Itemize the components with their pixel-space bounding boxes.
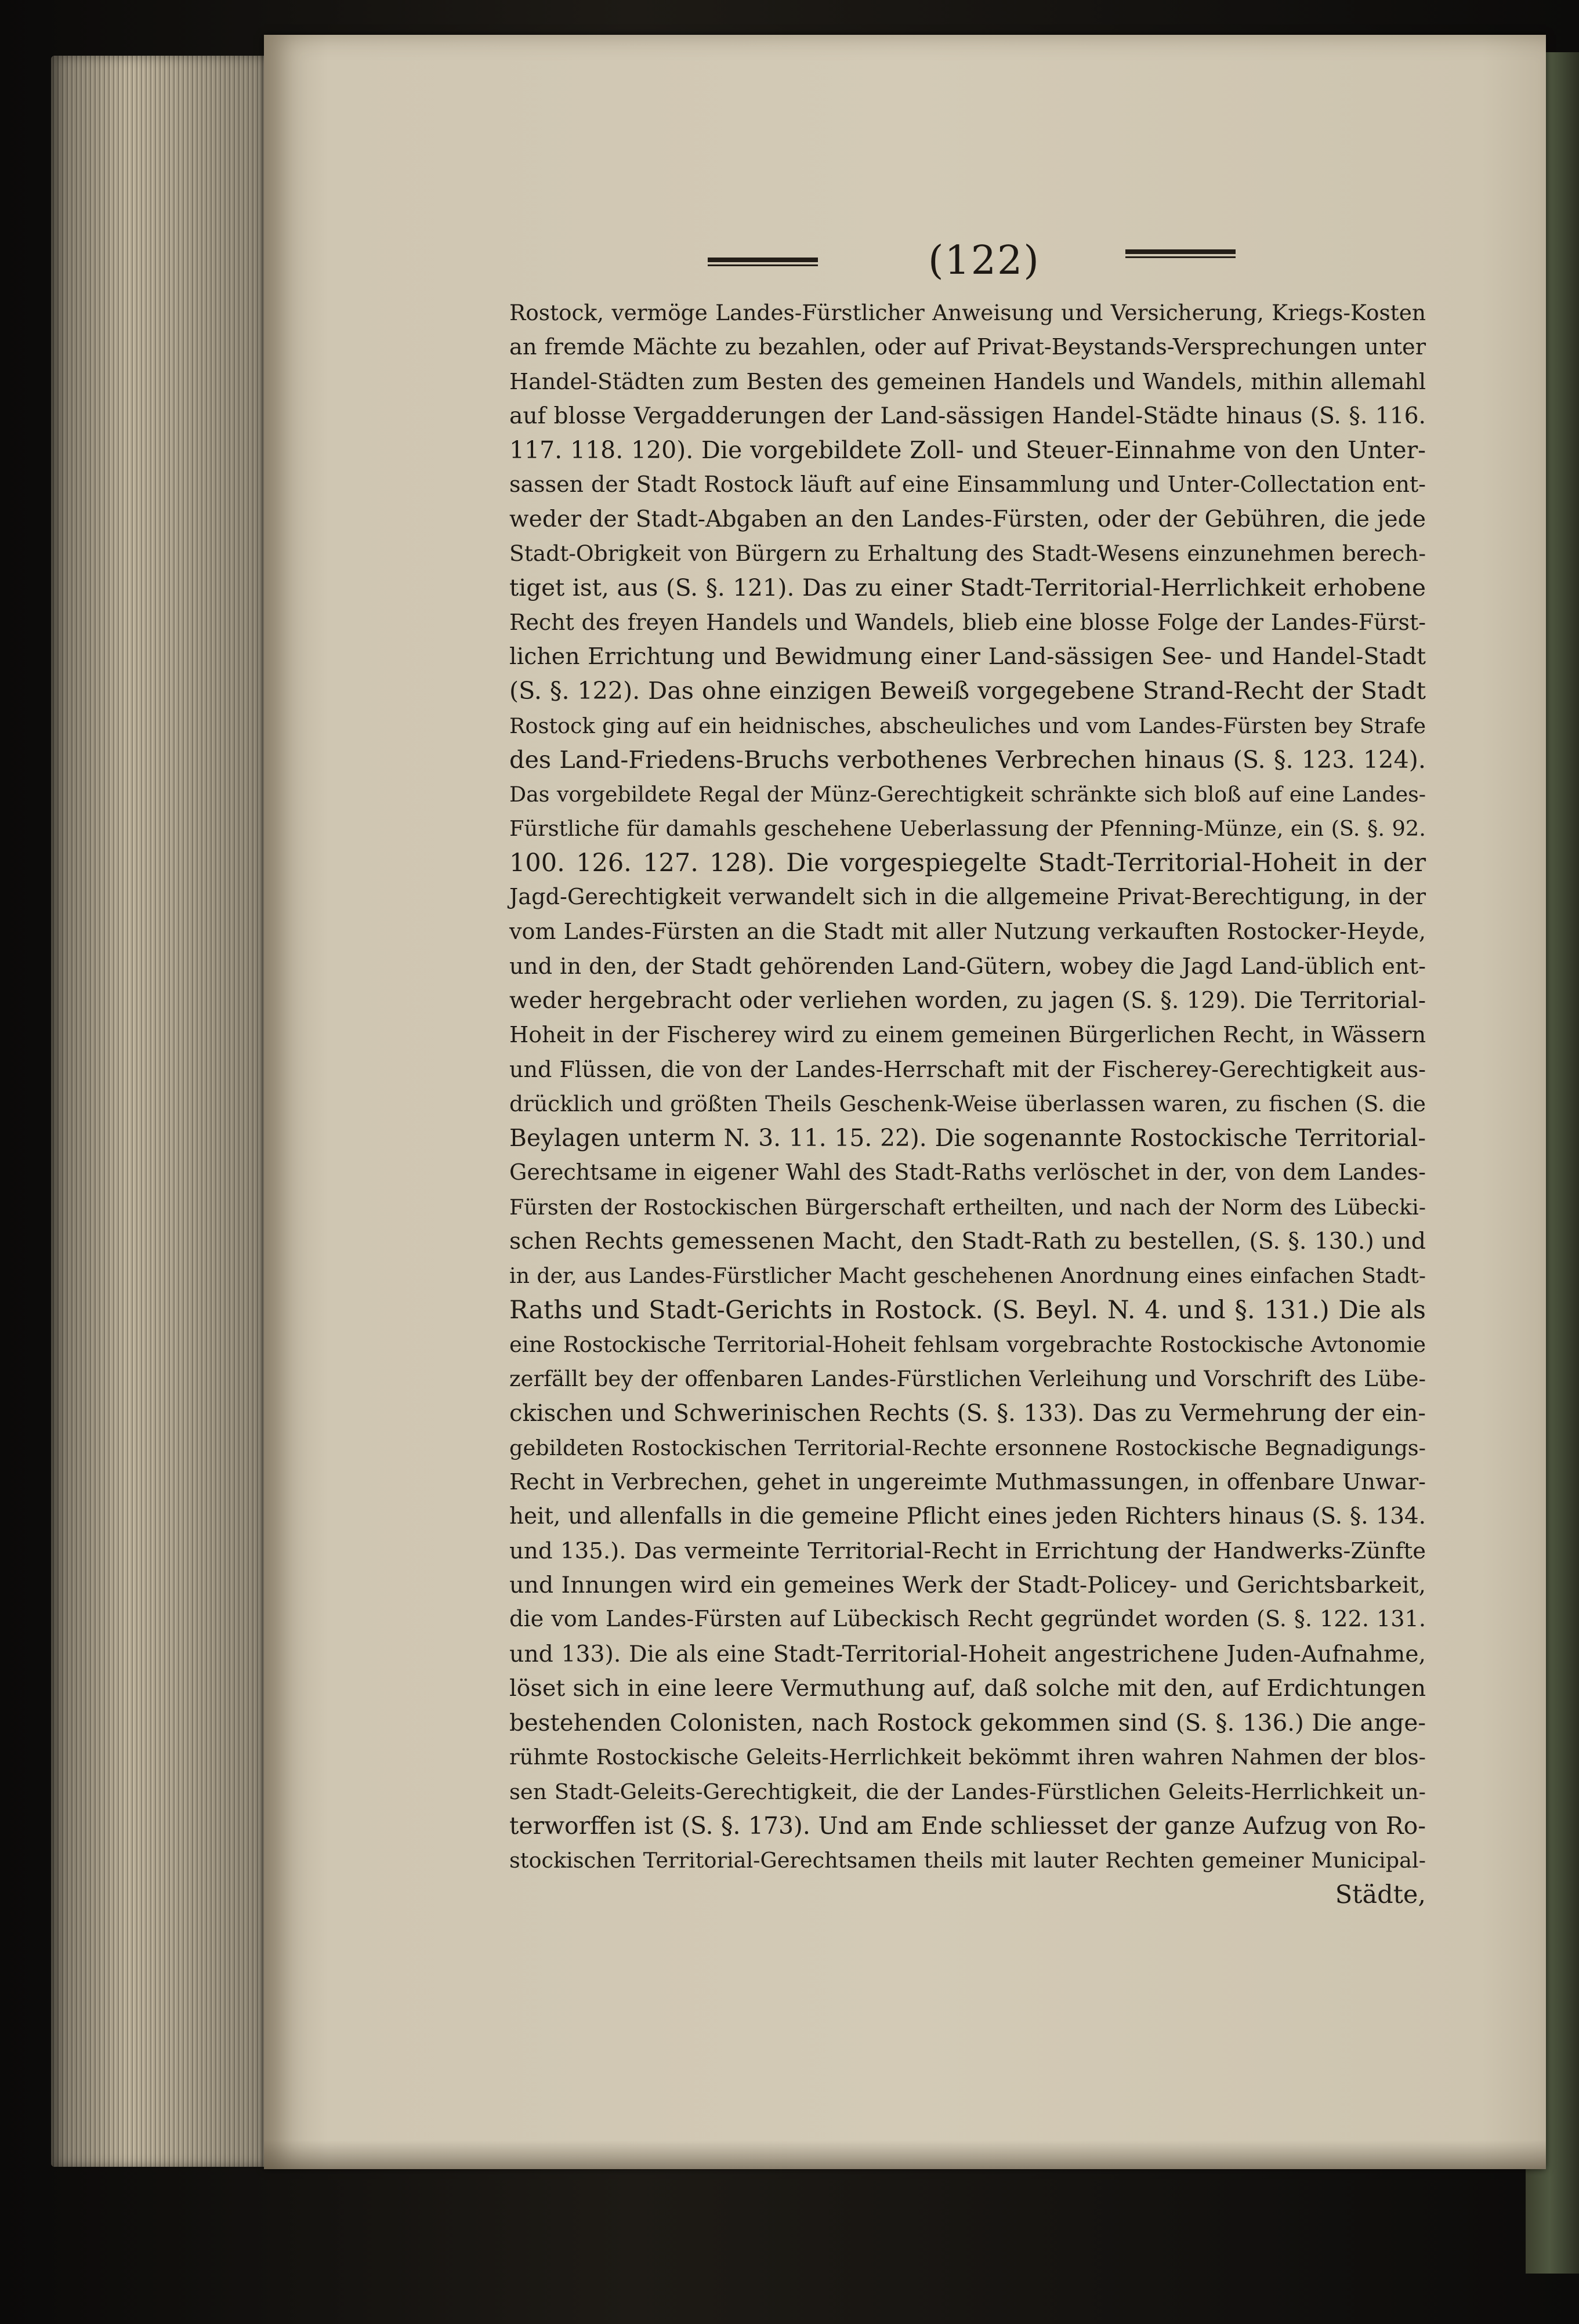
text-line: Handel-Städten zum Besten des gemeinen Handels und Wandels, mithin allemahl (509, 368, 1426, 394)
text-line: schen Rechts gemessenen Macht, den Stadt-Rath zu bestellen, (S. §. 130.) und (509, 1228, 1426, 1255)
page-edges-shadow (51, 56, 271, 2167)
text-line: gebildeten Rostockischen Territorial-Rechte ersonnene Rostockische Begnadigungs- (509, 1435, 1426, 1460)
text-line: auf blosse Vergadderungen der Land-sässigen Handel-Städte hinaus (S. §. 116. (509, 403, 1426, 429)
text-line: Fürsten der Rostockischen Bürgerschaft ertheilten, und nach der Norm des Lübecki- (509, 1194, 1426, 1220)
text-line: Recht des freyen Handels und Wandels, blieb eine blosse Folge der Landes-Fürst- (509, 609, 1426, 635)
text-line: die vom Landes-Fürsten auf Lübeckisch Recht gegründet worden (S. §. 122. 131. (509, 1607, 1426, 1633)
catchword: Städte, (1335, 1880, 1426, 1909)
text-line: terworffen ist (S. §. 173). Und am Ende schliesset der ganze Aufzug von Ro- (509, 1812, 1426, 1840)
text-line: des Land-Friedens-Bruchs verbothenes Verbrechen hinaus (S. §. 123. 124). (509, 745, 1426, 774)
text-line: Das vorgebildete Regal der Münz-Gerechtigkeit schränkte sich bloß auf eine Landes- (509, 782, 1426, 807)
text-line: stockischen Territorial-Gerechtsamen theils mit lauter Rechten gemeiner Municipal- (509, 1848, 1426, 1873)
text-line: vom Landes-Fürsten an die Stadt mit aller Nutzung verkauften Rostocker-Heyde, (509, 919, 1426, 945)
header-rule-left (708, 258, 818, 267)
text-line: zerfällt bey der offenbaren Landes-Fürstlichen Verleihung und Vorschrift des Lübe- (509, 1366, 1426, 1392)
text-line: und in den, der Stadt gehörenden Land-Gütern, wobey die Jagd Land-üblich ent- (509, 953, 1426, 980)
text-line: 100. 126. 127. 128). Die vorgespiegelte Stadt-Territorial-Hoheit in der (509, 848, 1426, 878)
text-line: Gerechtsame in eigener Wahl des Stadt-Raths verlöschet in der, von dem Landes- (509, 1159, 1426, 1185)
text-line: an fremde Mächte zu bezahlen, oder auf Privat-Beystands-Versprechungen unter (509, 334, 1426, 361)
text-line: lichen Errichtung und Bewidmung einer Land-sässigen See- und Handel-Stadt (509, 643, 1426, 670)
text-line: bestehenden Colonisten, nach Rostock gekommen sind (S. §. 136.) Die ange- (509, 1709, 1426, 1737)
text-line: und Innungen wird ein gemeines Werk der Stadt-Policey- und Gerichtsbarkeit, (509, 1571, 1426, 1598)
text-line: Beylagen unterm N. 3. 11. 15. 22). Die sogenannte Rostockische Territorial- (509, 1124, 1426, 1152)
text-line: Stadt-Obrigkeit von Bürgern zu Erhaltung des Stadt-Wesens einzunehmen berech- (509, 541, 1426, 567)
text-line: weder der Stadt-Abgaben an den Landes-Fürsten, oder der Gebühren, die jede (509, 506, 1426, 532)
text-line: und 133). Die als eine Stadt-Territorial-Hoheit angestrichene Juden-Aufnahme, (509, 1641, 1426, 1667)
text-line: sen Stadt-Geleits-Gerechtigkeit, die der Landes-Fürstlichen Geleits-Herrlichkeit un- (509, 1779, 1426, 1804)
text-line: eine Rostockische Territorial-Hoheit fehlsam vorgebrachte Rostockische Avtonomie (509, 1332, 1426, 1357)
text-line: in der, aus Landes-Fürstlicher Macht geschehenen Anordnung eines einfachen Stadt- (509, 1263, 1426, 1289)
text-line: ckischen und Schwerinischen Rechts (S. §. 133). Das zu Vermehrung der ein- (509, 1400, 1426, 1427)
text-line: Jagd-Gerechtigkeit verwandelt sich in die allgemeine Privat-Berechtigung, in der (509, 884, 1426, 911)
text-line: Rostock ging auf ein heidnisches, abscheuliches und vom Landes-Fürsten bey Strafe (509, 713, 1426, 738)
text-line: sassen der Stadt Rostock läuft auf eine Einsammlung und Unter-Collectation ent- (509, 472, 1426, 498)
text-line: und 135.). Das vermeinte Territorial-Recht in Errichtung der Handwerks-Zünfte (509, 1538, 1426, 1564)
text-line: Raths und Stadt-Gerichts in Rostock. (S. Beyl. N. 4. und §. 131.) Die als (509, 1295, 1426, 1325)
page-header (685, 232, 1265, 296)
text-line: und Flüssen, die von der Landes-Herrschaft mit der Fischerey-Gerechtigkeit aus- (509, 1056, 1426, 1082)
text-line: Hoheit in der Fischerey wird zu einem gemeinen Bürgerlichen Recht, in Wässern (509, 1022, 1426, 1048)
text-line: (S. §. 122). Das ohne einzigen Beweiß vorgegebene Strand-Recht der Stadt (509, 677, 1426, 705)
text-line: Recht in Verbrechen, gehet in ungereimte Muthmassungen, in offenbare Unwar- (509, 1469, 1426, 1496)
text-line: Rostock, vermöge Landes-Fürstlicher Anweisung und Versicherung, Kriegs-Kosten (509, 300, 1426, 325)
text-line: drücklich und größten Theils Geschenk-Weise überlassen waren, zu fischen (S. die (509, 1090, 1426, 1116)
text-line: rühmte Rostockische Geleits-Herrlichkeit bekömmt ihren wahren Nahmen der blos- (509, 1745, 1426, 1770)
header-rule-right (1125, 249, 1236, 259)
text-line: heit, und allenfalls in die gemeine Pflicht eines jeden Richters hinaus (S. §. 134. (509, 1503, 1426, 1530)
body-text (509, 296, 1426, 1912)
page-bottom-shade (264, 2140, 1546, 2169)
text-line: weder hergebracht oder verliehen worden, zu jagen (S. §. 129). Die Territorial- (509, 987, 1426, 1014)
text-line: löset sich in eine leere Vermuthung auf, daß solche mit den, auf Erdichtungen (509, 1674, 1426, 1702)
text-line: 117. 118. 120). Die vorgebildete Zoll- und Steuer-Einnahme von den Unter- (509, 436, 1426, 465)
text-line: Fürstliche für damahls geschehene Ueberlassung der Pfenning-Münze, ein (S. §. 92. (509, 816, 1426, 842)
text-line: tiget ist, aus (S. §. 121). Das zu einer Stadt-Territorial-Herrlichkeit erhobene (509, 574, 1426, 602)
page-number: (122) (928, 238, 1040, 284)
